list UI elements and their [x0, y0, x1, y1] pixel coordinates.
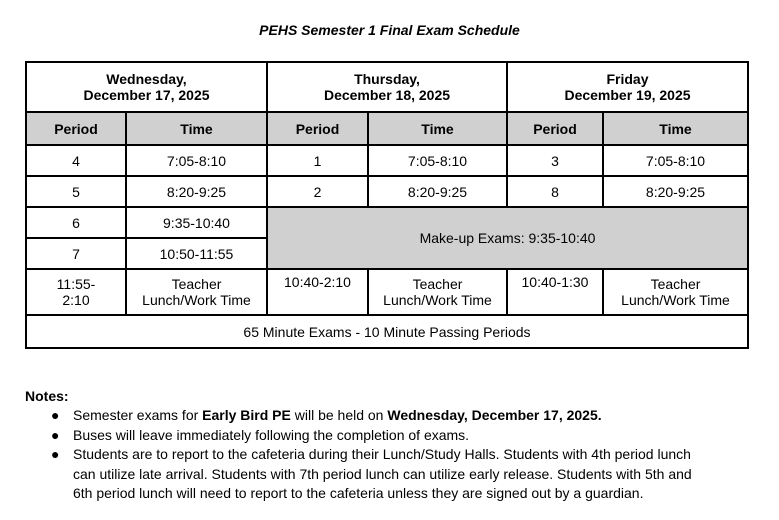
lunch-line: Teacher [171, 276, 222, 292]
table-row [26, 269, 748, 315]
column-header-time: Time [368, 112, 507, 145]
day-header-wednesday [26, 62, 267, 112]
note-line: 6th period lunch will need to report to the cafeteria unless they are signed out by a guardian. [73, 485, 644, 501]
table-row [26, 176, 748, 207]
note-text-bold: Early Bird PE [202, 407, 291, 423]
exam-schedule-table [25, 61, 749, 349]
time-cell: 8:20-9:25 [368, 176, 507, 207]
lunch-line: Teacher [650, 276, 701, 292]
notes-list [25, 406, 755, 504]
column-header-period: Period [26, 112, 126, 145]
makeup-exams-cell: Make-up Exams: 9:35-10:40 [267, 207, 748, 269]
list-item [51, 445, 755, 504]
note-text: Semester exams for [73, 407, 203, 423]
period-cell: 4 [26, 145, 126, 176]
column-header-time: Time [603, 112, 748, 145]
column-header-row [26, 112, 748, 145]
day-weekday: Thursday, [354, 71, 420, 87]
day-weekday: Friday [606, 71, 649, 87]
time-cell: 10:40-1:30 [507, 269, 603, 315]
table-row [26, 207, 748, 238]
time-cell: 8:20-9:25 [603, 176, 748, 207]
lunch-cell [368, 269, 507, 315]
period-cell: 5 [26, 176, 126, 207]
time-cell: 10:50-11:55 [126, 238, 267, 269]
exam-duration-note: 65 Minute Exams - 10 Minute Passing Periods [26, 315, 748, 348]
lunch-cell [603, 269, 748, 315]
lunch-line: Teacher [412, 276, 463, 292]
lunch-line: Lunch/Work Time [142, 292, 251, 308]
bullet-icon: ● [51, 426, 60, 443]
lunch-line: Lunch/Work Time [621, 292, 730, 308]
bullet-icon: ● [51, 446, 60, 462]
notes-heading: Notes: [25, 388, 69, 404]
period-cell: 6 [26, 207, 126, 238]
column-header-period: Period [507, 112, 603, 145]
page-title: PEHS Semester 1 Final Exam Schedule [259, 22, 520, 38]
time-line: 11:55- [56, 276, 96, 292]
time-cell: 8:20-9:25 [126, 176, 267, 207]
day-weekday: Wednesday, [106, 71, 187, 87]
time-cell: 7:05-8:10 [368, 145, 507, 176]
day-date: December 19, 2025 [564, 87, 691, 103]
note-text: Buses will leave immediately following the completion of exams. [73, 426, 470, 443]
time-cell: 10:40-2:10 [267, 269, 368, 315]
list-item [51, 426, 755, 446]
column-header-time: Time [126, 112, 267, 145]
time-cell: 9:35-10:40 [126, 207, 267, 238]
note-text-bold: Wednesday, December 17, 2025. [387, 407, 602, 423]
table-footer-row [26, 315, 748, 348]
period-cell: 2 [267, 176, 368, 207]
lunch-cell [126, 269, 267, 315]
day-date: December 17, 2025 [83, 87, 210, 103]
notes-section [25, 388, 755, 504]
note-text: will be held on [290, 407, 388, 423]
day-header-friday [507, 62, 748, 112]
day-date: December 18, 2025 [323, 87, 451, 103]
lunch-line: Lunch/Work Time [383, 292, 492, 308]
column-header-period: Period [267, 112, 368, 145]
note-line: Students are to report to the cafeteria during their Lunch/Study Halls. Students with 4th period lunch [73, 446, 691, 462]
period-cell: 8 [507, 176, 603, 207]
period-cell: 7 [26, 238, 126, 269]
period-cell: 1 [267, 145, 368, 176]
day-header-thursday [267, 62, 507, 112]
time-line: 2:10 [62, 292, 90, 308]
table-row [26, 145, 748, 176]
time-cell [26, 269, 126, 315]
time-cell: 7:05-8:10 [126, 145, 267, 176]
day-header-row [26, 62, 748, 112]
time-cell: 7:05-8:10 [603, 145, 748, 176]
period-cell: 3 [507, 145, 603, 176]
list-item [51, 406, 755, 426]
note-line: can utilize late arrival. Students with 7th period lunch can utilize early release. Students with 5th and [73, 465, 692, 482]
bullet-icon: ● [51, 407, 60, 423]
